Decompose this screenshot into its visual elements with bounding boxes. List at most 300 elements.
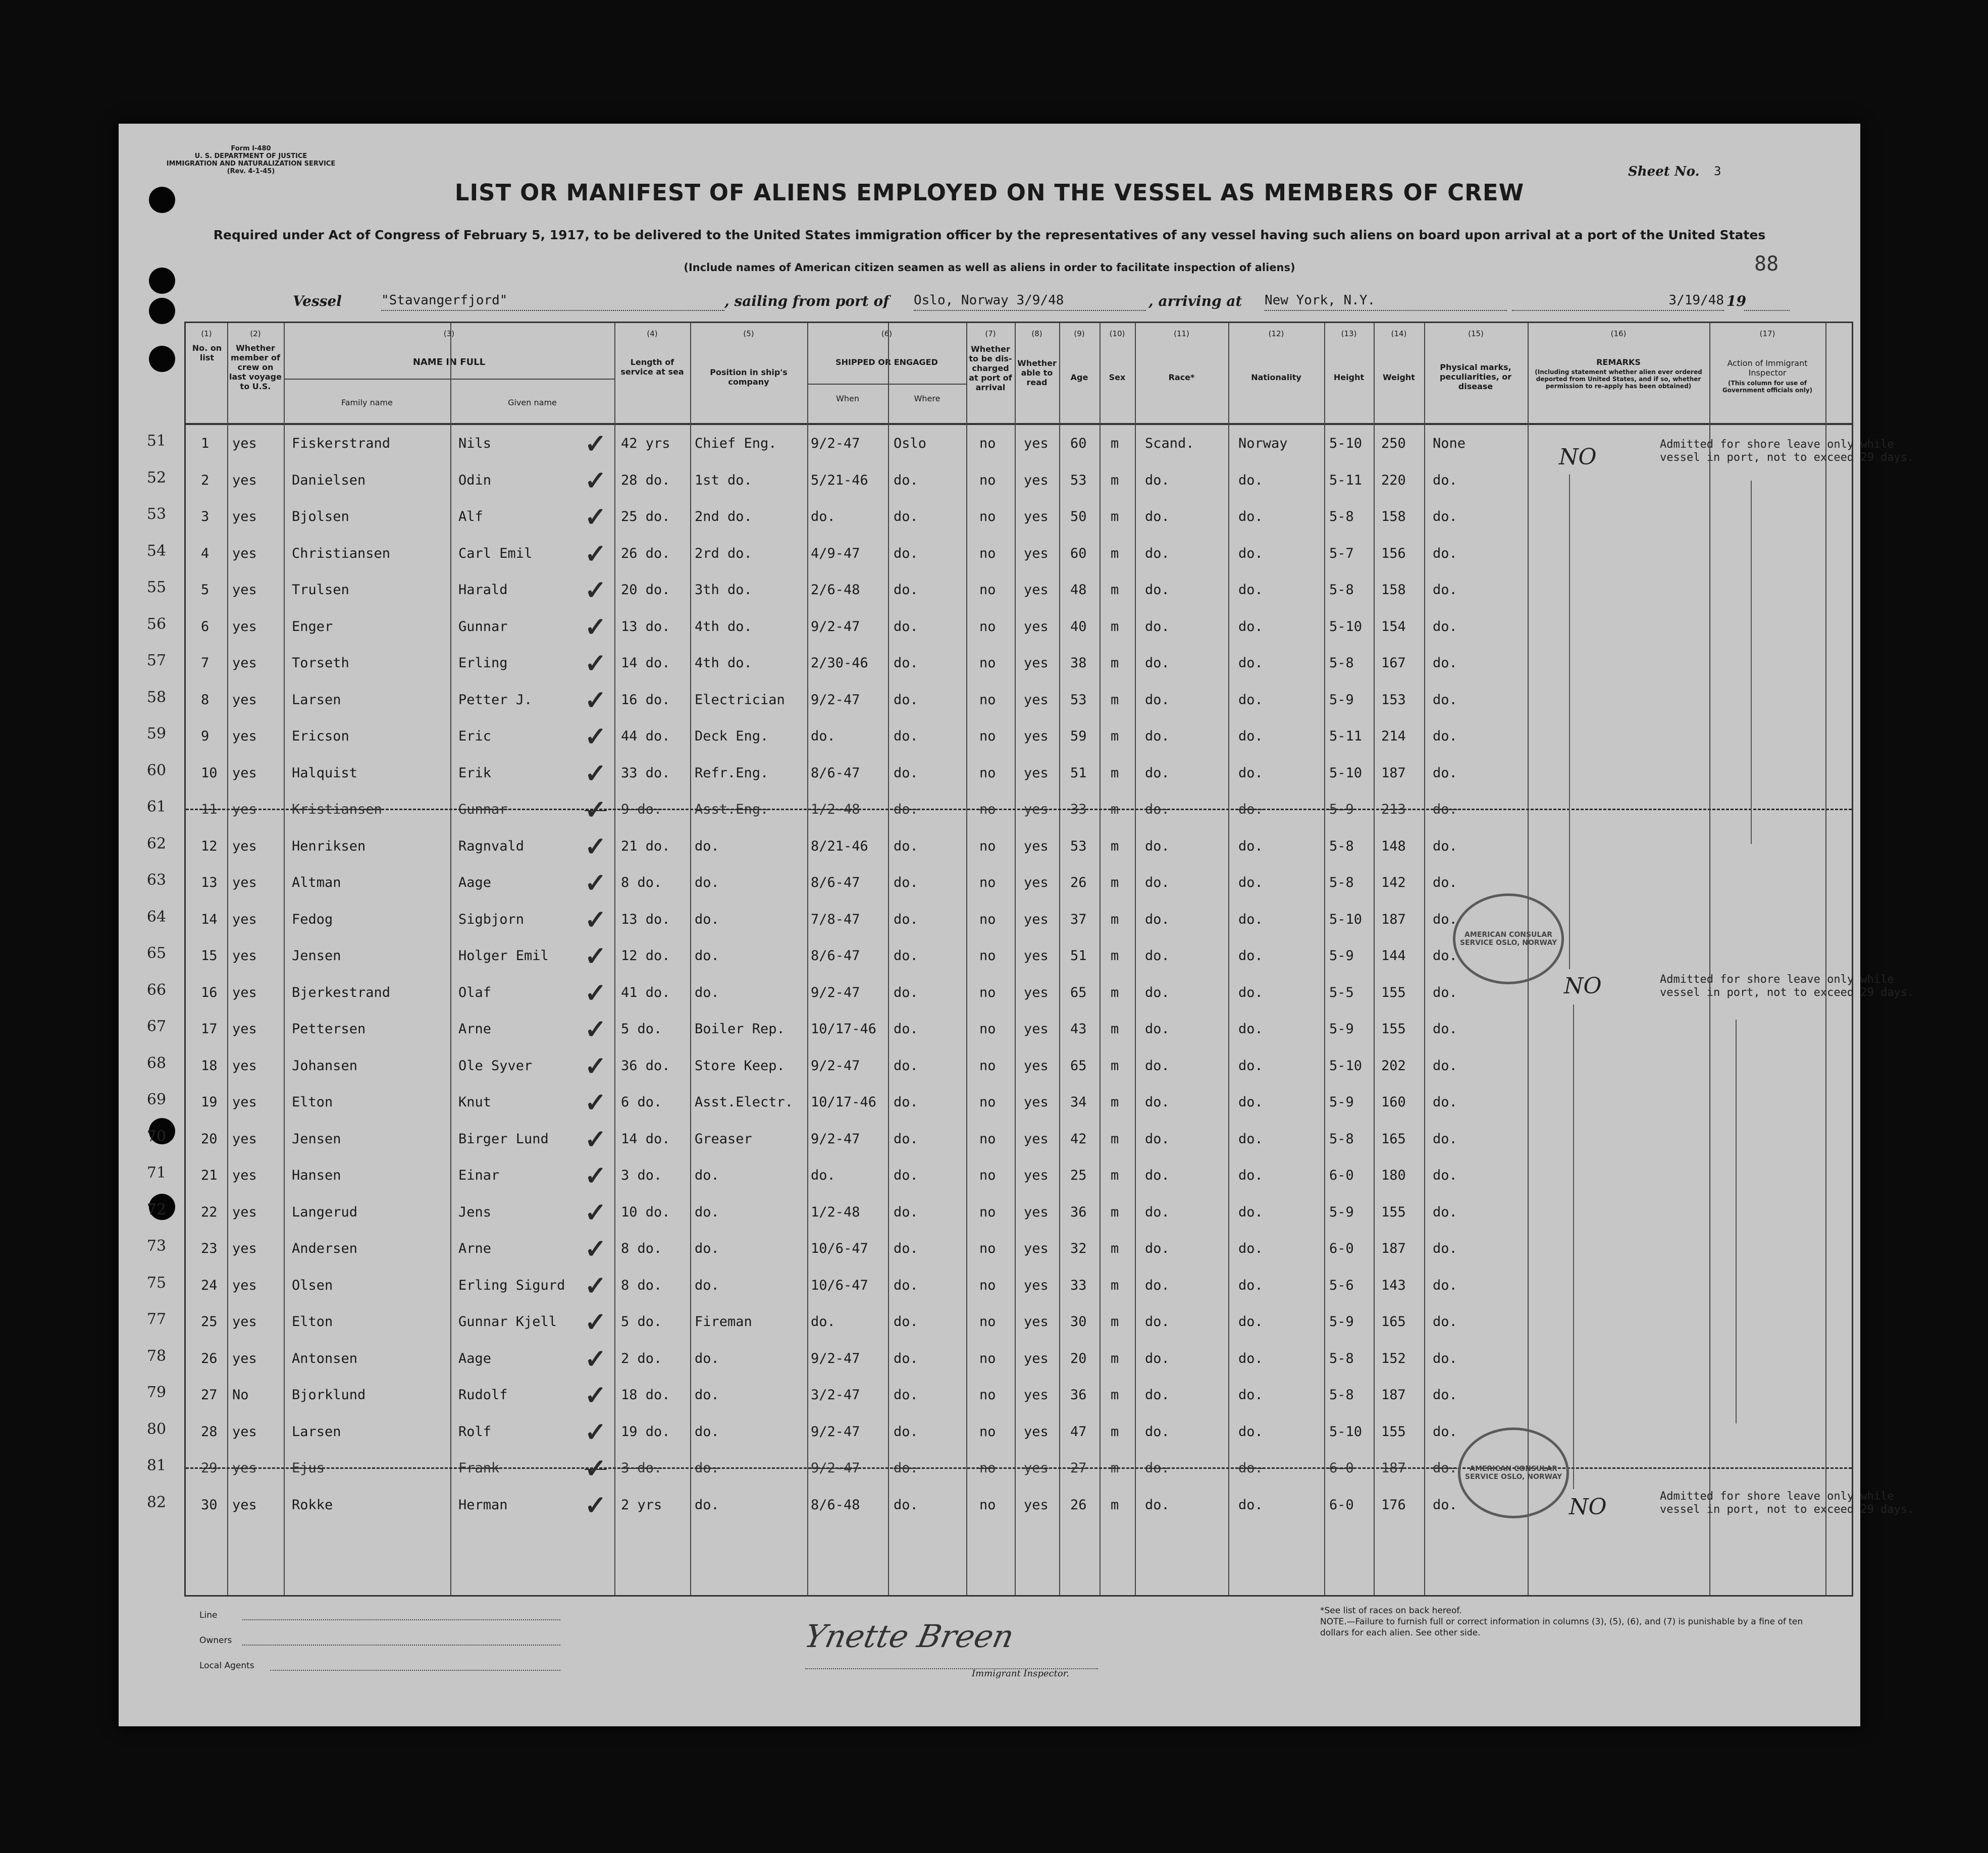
row-position: Greaser	[695, 1131, 752, 1147]
row-given-name: Erling	[458, 655, 508, 671]
row-height: 5-8	[1329, 875, 1354, 890]
checkmark-icon: ✓	[585, 1087, 607, 1118]
row-height: 5-9	[1329, 1204, 1354, 1220]
row-physical-marks: do.	[1433, 802, 1457, 817]
row-number: 27	[201, 1387, 218, 1403]
table-row	[186, 1342, 1852, 1378]
row-family-name: Enger	[292, 618, 333, 634]
row-sex: m	[1111, 545, 1119, 561]
row-shipped-when: 2/30-46	[811, 655, 868, 671]
remark-no-mark-1: NO	[1559, 444, 1597, 470]
row-discharged: no	[979, 1021, 996, 1037]
row-crew-last-voyage: yes	[232, 1241, 257, 1256]
row-number: 9	[201, 728, 210, 744]
row-shipped-when: 9/2-47	[811, 1350, 860, 1366]
row-age: 42	[1070, 1131, 1087, 1147]
col11-number: (11)	[1174, 329, 1189, 338]
row-service-length: 28 do.	[621, 472, 670, 488]
row-shipped-where: do.	[894, 618, 918, 634]
row-able-to-read: yes	[1024, 1387, 1049, 1403]
row-weight: 153	[1381, 692, 1406, 708]
row-race: do.	[1145, 1204, 1170, 1220]
row-number: 6	[201, 618, 210, 634]
row-shipped-when: 2/6-48	[811, 582, 860, 598]
row-nationality: do.	[1238, 838, 1263, 854]
punch-hole-2	[149, 268, 175, 294]
row-given-name: Harald	[458, 582, 508, 598]
row-crew-last-voyage: yes	[232, 948, 257, 964]
punch-hole-1	[149, 187, 175, 213]
strike-through-line	[186, 809, 1852, 810]
row-number: 18	[201, 1057, 218, 1074]
row-shipped-where: do.	[894, 948, 918, 964]
table-row	[186, 792, 1852, 829]
row-given-name: Jens	[458, 1204, 492, 1220]
row-height: 5-9	[1329, 802, 1354, 817]
row-given-name: Arne	[458, 1241, 492, 1256]
row-shipped-when: 1/2-48	[811, 1204, 860, 1220]
row-shipped-where: do.	[894, 1168, 918, 1183]
row-given-name: Arne	[458, 1021, 492, 1037]
form-number: Form I-480	[231, 145, 271, 152]
row-weight: 154	[1381, 618, 1406, 634]
row-discharged: no	[979, 728, 996, 744]
row-nationality: do.	[1238, 1021, 1263, 1037]
row-height: 5-7	[1329, 545, 1354, 561]
row-nationality: Norway	[1238, 436, 1288, 451]
row-service-length: 8 do.	[621, 1241, 662, 1256]
footer-line-label: Line	[199, 1610, 218, 1620]
row-discharged: no	[979, 911, 996, 927]
row-number: 24	[201, 1277, 218, 1293]
row-number: 15	[201, 948, 218, 964]
row-given-name: Einar	[458, 1168, 500, 1183]
row-nationality: do.	[1238, 692, 1263, 708]
row-service-length: 12 do.	[621, 948, 670, 964]
row-number: 30	[201, 1497, 218, 1513]
table-row	[186, 610, 1852, 646]
row-discharged: no	[979, 802, 996, 817]
row-crew-last-voyage: yes	[232, 1204, 257, 1220]
year-blank	[1744, 293, 1790, 311]
row-height: 5-9	[1329, 1021, 1354, 1037]
remark-no-mark-3: NO	[1569, 1494, 1607, 1520]
row-weight: 165	[1381, 1131, 1406, 1147]
row-crew-last-voyage: yes	[232, 472, 257, 488]
row-nationality: do.	[1238, 655, 1263, 671]
row-physical-marks: do.	[1433, 1094, 1457, 1110]
row-age: 30	[1070, 1314, 1087, 1330]
row-number: 29	[201, 1460, 218, 1476]
checkmark-icon: ✓	[585, 868, 607, 898]
row-nationality: do.	[1238, 1204, 1263, 1220]
col15-header: Physical marks, peculiarities, or disease	[1439, 362, 1512, 391]
row-shipped-when: 8/21-46	[811, 838, 868, 854]
col10-header: Sex	[1109, 373, 1126, 382]
row-given-name: Rolf	[458, 1423, 492, 1440]
row-crew-last-voyage: yes	[232, 1350, 257, 1366]
row-shipped-where: do.	[894, 545, 918, 561]
row-sex: m	[1111, 472, 1119, 488]
row-family-name: Elton	[292, 1094, 333, 1110]
row-discharged: no	[979, 838, 996, 854]
row-age: 36	[1070, 1204, 1087, 1220]
row-weight: 158	[1381, 509, 1406, 524]
row-height: 5-5	[1329, 984, 1354, 1000]
row-discharged: no	[979, 692, 996, 708]
remark-pen-line-2	[1573, 1004, 1574, 1489]
row-height: 5-10	[1329, 765, 1363, 781]
row-height: 5-10	[1329, 1057, 1363, 1074]
row-service-length: 26 do.	[621, 545, 670, 561]
row-family-name: Torseth	[292, 655, 349, 671]
row-physical-marks: do.	[1433, 765, 1457, 781]
row-discharged: no	[979, 472, 996, 488]
row-physical-marks: do.	[1433, 728, 1457, 744]
row-number: 22	[201, 1204, 218, 1220]
row-height: 5-8	[1329, 655, 1354, 671]
row-family-name: Bjorklund	[292, 1387, 366, 1403]
row-race: do.	[1145, 1057, 1170, 1074]
row-family-name: Antonsen	[292, 1350, 358, 1366]
checkmark-icon: ✓	[585, 465, 607, 496]
footer-owners-field	[242, 1645, 560, 1646]
row-family-name: Ericson	[292, 728, 349, 744]
row-age: 53	[1070, 838, 1087, 854]
row-age: 26	[1070, 1497, 1087, 1513]
margin-number: 68	[146, 1054, 167, 1072]
inspector-signature: Ynette Breen	[801, 1618, 1018, 1655]
row-able-to-read: yes	[1024, 1241, 1049, 1256]
row-weight: 187	[1381, 911, 1406, 927]
col3-family-header: Family name	[341, 398, 393, 407]
row-age: 36	[1070, 1387, 1087, 1403]
row-crew-last-voyage: yes	[232, 1277, 257, 1293]
row-shipped-where: do.	[894, 1241, 918, 1256]
row-given-name: Olaf	[458, 984, 492, 1000]
row-sex: m	[1111, 655, 1119, 671]
row-age: 43	[1070, 1021, 1087, 1037]
row-able-to-read: yes	[1024, 436, 1049, 451]
row-discharged: no	[979, 984, 996, 1000]
row-shipped-when: 10/6-47	[811, 1277, 868, 1293]
row-shipped-when: 9/2-47	[811, 436, 860, 451]
checkmark-icon: ✓	[585, 1307, 607, 1338]
row-service-length: 8 do.	[621, 875, 662, 890]
row-sex: m	[1111, 765, 1119, 781]
row-physical-marks: do.	[1433, 1168, 1457, 1183]
row-position: Refr.Eng.	[695, 765, 769, 781]
row-shipped-when: 10/6-47	[811, 1241, 868, 1256]
checkmark-icon: ✓	[585, 1160, 607, 1191]
row-height: 6-0	[1329, 1497, 1354, 1513]
row-crew-last-voyage: yes	[232, 728, 257, 744]
row-age: 60	[1070, 545, 1087, 561]
checkmark-icon: ✓	[585, 684, 607, 716]
arrival-date: 3/19/48	[1512, 293, 1724, 311]
margin-number: 55	[146, 578, 167, 596]
row-crew-last-voyage: yes	[232, 545, 257, 561]
row-height: 5-9	[1329, 692, 1354, 708]
col2-number: (2)	[250, 329, 261, 338]
row-nationality: do.	[1238, 875, 1263, 890]
col16-number: (16)	[1610, 329, 1627, 338]
margin-number: 59	[146, 725, 167, 743]
row-age: 50	[1070, 509, 1087, 524]
row-family-name: Larsen	[292, 692, 341, 708]
row-position: do.	[695, 1423, 719, 1440]
row-race: do.	[1145, 509, 1170, 524]
margin-number: 54	[146, 542, 167, 560]
row-sex: m	[1111, 582, 1119, 598]
row-service-length: 13 do.	[621, 618, 670, 634]
row-number: 3	[201, 509, 210, 524]
row-able-to-read: yes	[1024, 655, 1049, 671]
table-row	[186, 1378, 1852, 1414]
row-discharged: no	[979, 1350, 996, 1366]
col6-where-header: Where	[914, 394, 940, 403]
row-nationality: do.	[1238, 1131, 1263, 1147]
row-physical-marks: do.	[1433, 984, 1457, 1000]
row-shipped-where: do.	[894, 1460, 918, 1476]
row-number: 16	[201, 984, 218, 1000]
row-shipped-when: 10/17-46	[811, 1021, 877, 1037]
checkmark-icon: ✓	[585, 1197, 607, 1228]
row-given-name: Erik	[458, 765, 492, 781]
row-given-name: Holger Emil	[458, 948, 549, 964]
row-shipped-when: 8/6-47	[811, 765, 860, 781]
row-position: do.	[695, 1241, 719, 1256]
checkmark-icon: ✓	[585, 904, 607, 935]
col2-header: Whether member of crew on last voyage to U.S.	[229, 343, 282, 391]
row-race: do.	[1145, 1131, 1170, 1147]
row-sex: m	[1111, 1131, 1119, 1147]
checkmark-icon: ✓	[585, 1490, 607, 1521]
row-crew-last-voyage: yes	[232, 1497, 257, 1513]
row-discharged: no	[979, 1204, 996, 1220]
row-service-length: 9 do.	[621, 802, 662, 817]
margin-number: 71	[146, 1164, 167, 1182]
row-sex: m	[1111, 1387, 1119, 1403]
row-discharged: no	[979, 436, 996, 451]
row-able-to-read: yes	[1024, 984, 1049, 1000]
row-service-length: 10 do.	[621, 1204, 670, 1220]
row-position: 3th do.	[695, 582, 752, 598]
table-row	[186, 1268, 1852, 1305]
row-shipped-when: 8/6-47	[811, 875, 860, 890]
col5-number: (5)	[743, 329, 754, 338]
row-nationality: do.	[1238, 1168, 1263, 1183]
row-family-name: Altman	[292, 875, 341, 890]
row-shipped-when: 9/2-47	[811, 984, 860, 1000]
manifest-page	[119, 124, 1914, 1726]
arriving-port: New York, N.Y.	[1265, 293, 1507, 311]
row-sex: m	[1111, 1314, 1119, 1330]
table-row	[186, 829, 1852, 866]
row-discharged: no	[979, 875, 996, 890]
row-weight: 202	[1381, 1057, 1406, 1074]
row-given-name: Birger Lund	[458, 1131, 549, 1147]
margin-number: 72	[146, 1200, 167, 1219]
col6-header: SHIPPED OR ENGAGED	[835, 357, 938, 367]
row-family-name: Christiansen	[292, 545, 391, 561]
row-service-length: 2 yrs	[621, 1497, 662, 1513]
footer-owners-label: Owners	[199, 1635, 232, 1646]
header-subrule	[284, 379, 614, 380]
row-crew-last-voyage: yes	[232, 1423, 257, 1440]
row-nationality: do.	[1238, 1497, 1263, 1513]
row-able-to-read: yes	[1024, 1168, 1049, 1183]
row-number: 23	[201, 1241, 218, 1256]
footer-line-field	[242, 1619, 560, 1620]
checkmark-icon: ✓	[585, 1343, 607, 1374]
row-able-to-read: yes	[1024, 838, 1049, 854]
row-position: Store Keep.	[695, 1057, 785, 1074]
row-given-name: Knut	[458, 1094, 492, 1110]
row-weight: 142	[1381, 875, 1406, 890]
row-physical-marks: do.	[1433, 692, 1457, 708]
row-shipped-where: do.	[894, 765, 918, 781]
row-race: do.	[1145, 1387, 1170, 1403]
row-family-name: Fedog	[292, 911, 333, 927]
row-service-length: 16 do.	[621, 692, 670, 708]
row-height: 5-10	[1329, 618, 1363, 634]
row-nationality: do.	[1238, 1350, 1263, 1366]
row-position: do.	[695, 875, 719, 890]
row-race: do.	[1145, 655, 1170, 671]
table-row	[186, 1122, 1852, 1158]
row-height: 5-10	[1329, 911, 1363, 927]
row-discharged: no	[979, 655, 996, 671]
col7-header: Whether to be dis-charged at port of arrival	[969, 344, 1012, 392]
row-able-to-read: yes	[1024, 1057, 1049, 1074]
remark-pen-line-1	[1569, 474, 1570, 969]
consular-stamp-1	[1453, 893, 1564, 984]
year-label: 19	[1727, 293, 1746, 309]
row-physical-marks: do.	[1433, 1314, 1457, 1330]
row-shipped-when: 9/2-47	[811, 1460, 860, 1476]
row-able-to-read: yes	[1024, 1277, 1049, 1293]
row-physical-marks: do.	[1433, 1387, 1457, 1403]
row-service-length: 33 do.	[621, 765, 670, 781]
row-shipped-where: Oslo	[894, 436, 927, 451]
row-discharged: no	[979, 1131, 996, 1147]
row-shipped-when: 4/9-47	[811, 545, 860, 561]
row-sex: m	[1111, 1021, 1119, 1037]
punch-hole-4	[149, 346, 175, 372]
col13-header: Height	[1333, 373, 1365, 382]
row-age: 40	[1070, 618, 1087, 634]
row-height: 5-9	[1329, 1314, 1354, 1330]
row-weight: 155	[1381, 1021, 1406, 1037]
row-number: 20	[201, 1131, 218, 1147]
row-family-name: Fiskerstrand	[292, 436, 391, 451]
vessel-name: "Stavangerfjord"	[381, 293, 724, 311]
row-race: do.	[1145, 1314, 1170, 1330]
row-race: do.	[1145, 984, 1170, 1000]
table-header	[186, 323, 1852, 425]
row-nationality: do.	[1238, 1277, 1263, 1293]
row-crew-last-voyage: yes	[232, 1460, 257, 1476]
row-nationality: do.	[1238, 582, 1263, 598]
row-given-name: Gunnar Kjell	[458, 1314, 557, 1330]
row-weight: 160	[1381, 1094, 1406, 1110]
row-nationality: do.	[1238, 472, 1263, 488]
row-family-name: Langerud	[292, 1204, 358, 1220]
row-sex: m	[1111, 1168, 1119, 1183]
vessel-line	[119, 293, 1860, 313]
row-crew-last-voyage: yes	[232, 1057, 257, 1074]
row-position: do.	[695, 1460, 719, 1476]
row-able-to-read: yes	[1024, 765, 1049, 781]
row-weight: 180	[1381, 1168, 1406, 1183]
checkmark-icon: ✓	[585, 1014, 607, 1045]
col12-header: Nationality	[1251, 373, 1301, 382]
col4-number: (4)	[647, 329, 658, 338]
table-row	[186, 537, 1852, 573]
margin-number: 52	[146, 468, 167, 487]
row-position: do.	[695, 1387, 719, 1403]
row-weight: 213	[1381, 802, 1406, 817]
row-shipped-where: do.	[894, 728, 918, 744]
row-race: do.	[1145, 582, 1170, 598]
row-given-name: Frank	[458, 1460, 500, 1476]
table-row	[186, 1158, 1852, 1195]
margin-number: 63	[146, 871, 167, 889]
row-weight: 143	[1381, 1277, 1406, 1293]
row-able-to-read: yes	[1024, 618, 1049, 634]
row-height: 5-8	[1329, 1387, 1354, 1403]
row-given-name: Petter J.	[458, 692, 533, 708]
row-sex: m	[1111, 728, 1119, 744]
row-weight: 214	[1381, 728, 1406, 744]
footer-agents-label: Local Agents	[199, 1661, 254, 1671]
row-discharged: no	[979, 618, 996, 634]
row-given-name: Odin	[458, 472, 492, 488]
note-penalty: NOTE.—Failure to furnish full or correct information in columns (3), (5), (6), and (7) is punishable by a fine of ten dollars for each alien. See other side.	[1320, 1617, 1803, 1638]
row-sex: m	[1111, 1277, 1119, 1293]
row-race: Scand.	[1145, 436, 1194, 451]
row-age: 26	[1070, 875, 1087, 890]
action-pen-line-2	[1736, 1020, 1737, 1423]
row-shipped-where: do.	[894, 472, 918, 488]
row-discharged: no	[979, 1057, 996, 1074]
row-weight: 250	[1381, 436, 1406, 451]
row-race: do.	[1145, 765, 1170, 781]
row-given-name: Aage	[458, 875, 492, 890]
row-given-name: Ole Syver	[458, 1057, 533, 1074]
page-subtitle-note: (Include names of American citizen seamen as well as aliens in order to facilitate inspection of aliens)	[684, 261, 1295, 274]
row-family-name: Henriksen	[292, 838, 366, 854]
table-row	[186, 976, 1852, 1012]
row-sex: m	[1111, 692, 1119, 708]
checkmark-icon: ✓	[585, 831, 607, 862]
checkmark-icon: ✓	[585, 795, 607, 825]
row-shipped-where: do.	[894, 1497, 918, 1513]
row-age: 53	[1070, 472, 1087, 488]
row-age: 60	[1070, 436, 1087, 451]
row-nationality: do.	[1238, 618, 1263, 634]
row-service-length: 42 yrs	[621, 436, 670, 451]
row-nationality: do.	[1238, 1057, 1263, 1074]
row-position: 1st do.	[695, 472, 752, 488]
row-able-to-read: yes	[1024, 1460, 1049, 1476]
row-able-to-read: yes	[1024, 582, 1049, 598]
row-crew-last-voyage: yes	[232, 692, 257, 708]
row-physical-marks: do.	[1433, 1277, 1457, 1293]
margin-number: 73	[146, 1237, 167, 1255]
row-physical-marks: do.	[1433, 1460, 1457, 1476]
